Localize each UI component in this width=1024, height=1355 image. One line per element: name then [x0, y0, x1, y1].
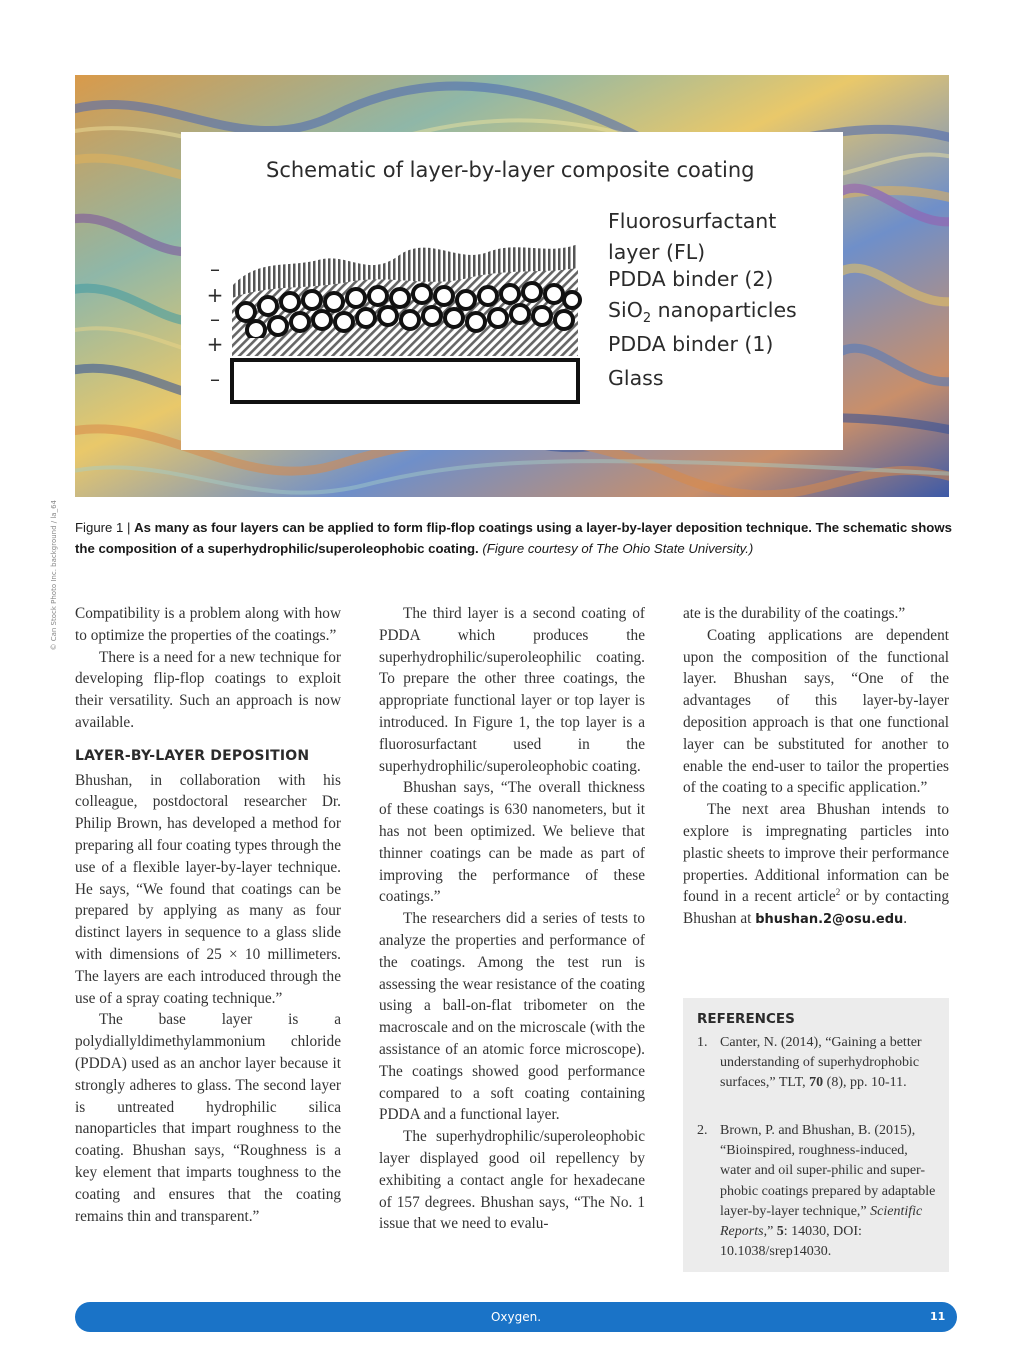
paragraph: Bhushan, in collaboration with his colleague, postdoctoral researcher Dr. Philip Brown, has developed a method for preparing all four coating types through the use of a flexible layer-by-layer technique. He says, “We found that coatings can be prepared by applying as many as four distinct layers in sequence to a glass slide with dimensions of 25 × 10 millimeters. The layers are each introduced through the use of a spray coating technique.”	[75, 771, 341, 1007]
label-pdda-binder-2: PDDA binder (2)	[608, 267, 774, 291]
paragraph: The researchers did a series of tests to analyze the properties and performance of the coatings. Among the test run is assessing the wear resistance of the coating using a ball-on-flat tribometer on the macroscale and on the microscale (with the assistance of an atomic force microscope). The coatings showed good performance compared to a soft coating containing PDDA and a functional layer.	[379, 910, 645, 1124]
article-column-2	[379, 603, 645, 1235]
reference-journal: Scientific Reports	[720, 1203, 923, 1240]
pdda-binder-1-shape	[232, 338, 578, 356]
charge-sign: –	[210, 307, 220, 331]
article-column-1	[75, 603, 341, 1227]
paragraph: The base layer is a polydiallyldimethylammonium chloride (PDDA) used as an anchor layer because it strongly adheres to glass. The second layer is untreated hydrophilic silica nanoparticles that impart roughness to the coating. Bhushan says, “Roughness is a key element that imparts toughness to the coating and ensures that the coating remains thin and transparent.”	[75, 1011, 341, 1225]
paragraph: Bhushan says, “The overall thickness of these coatings is 630 nanometers, but it has not been optimized. We believe that thinner coatings can be made as part of improving the performance of these coatings.”	[379, 779, 645, 906]
paragraph: The third layer is a second coating of PDDA which produces the superhydrophilic/superoleophilic coating. To prepare the other three coatings, the appropriate functional layer or top layer is introduced. In Figure 1, the top layer is a fluorosurfactant used in the superhydrophilic/superoleophobic coating.	[379, 605, 645, 775]
reference-text-part: : 14030, DOI: 10.1038/srep14030.	[720, 1224, 862, 1260]
article-column-3	[683, 603, 949, 931]
label-glass: Glass	[608, 366, 664, 390]
paragraph-text: .	[903, 910, 908, 928]
charge-sign: –	[210, 367, 220, 391]
reference-text-part: ,”	[763, 1224, 777, 1240]
charge-sign: +	[206, 332, 224, 356]
caption-label: Figure 1 |	[75, 520, 131, 535]
footer-brand: Oxygen.	[490, 1310, 542, 1324]
caption-credit: (Figure courtesy of The Ohio State University.)	[482, 541, 754, 556]
paragraph: The superhydrophilic/superoleophobic layer displayed good oil repellency by exhibiting a contact angle for hexadecane of 157 degrees. Bhushan says, “The No. 1 issue that we need to evalu-	[379, 1128, 645, 1233]
schematic-title: Schematic of layer-by-layer composite coating	[266, 158, 755, 182]
label-pdda-binder-1: PDDA binder (1)	[608, 332, 774, 356]
charge-sign: –	[210, 257, 220, 281]
paragraph-text: The next area Bhushan intends to explore is impregnating particles into plastic sheets to improve their performance properties. Additional information can be found in a recent article	[683, 801, 949, 906]
label-sio2-subscript: 2	[642, 311, 652, 327]
reference-item	[697, 1033, 937, 1094]
reference-item	[697, 1121, 937, 1262]
layer-stack-diagram	[228, 238, 584, 408]
section-heading: LAYER-BY-LAYER DEPOSITION	[75, 747, 310, 764]
paragraph: There is a need for a new technique for developing flip-flop coatings to exploit their versatility. Such an approach is now available.	[75, 648, 341, 731]
photo-credit-text: © Can Stock Photo Inc. background / la_64	[50, 500, 58, 651]
reference-text	[720, 1033, 937, 1094]
reference-text	[720, 1121, 937, 1262]
photo-credit	[50, 500, 64, 651]
label-nanoparticles: nanoparticles	[651, 298, 797, 322]
paragraph: ate is the durability of the coatings.”	[683, 605, 906, 622]
page-number: 11	[930, 1310, 946, 1323]
reference-volume: 5	[776, 1224, 784, 1240]
charge-sign: +	[206, 283, 224, 307]
reference-text-part: Canter, N. (2014), “Gaining a better understanding of superhydrophobic surfaces,” TLT,	[720, 1035, 922, 1091]
reference-text-part: (8), pp. 10-11.	[823, 1075, 907, 1091]
figure-caption	[75, 517, 955, 559]
label-fl: layer (FL)	[608, 240, 706, 264]
caption-bold-text: As many as four layers can be applied to form flip-flop coatings using a layer-by-layer deposition technique. The schematic shows the composition of a superhydrophilic/superoleophobic coating.	[75, 520, 952, 556]
email-link[interactable]: bhushan.2@osu.edu	[755, 912, 904, 928]
paragraph: Compatibility is a problem along with how to optimize the properties of the coatings.”	[75, 605, 341, 644]
reference-volume: 70	[809, 1075, 824, 1091]
paragraph-text: or by contacting Bhushan at	[683, 888, 949, 928]
label-sio2-text: SiO	[608, 298, 643, 322]
reference-number: 2.	[697, 1123, 708, 1138]
paragraph	[683, 799, 949, 931]
reference-text-part: Brown, P. and Bhushan, B. (2015), “Bioinspired, roughness-induced, water and oil super-philic and super-phobic coatings prepared by adaptable layer-by-layer technique,”	[720, 1123, 936, 1219]
reference-number: 1.	[697, 1035, 708, 1050]
citation-superscript: 2	[835, 887, 841, 898]
label-sio2	[608, 298, 797, 326]
references-heading: REFERENCES	[697, 1011, 795, 1027]
glass-substrate-shape	[232, 360, 578, 402]
paragraph: Coating applications are dependent upon the composition of the functional layer. Bhushan says, “One of the advantages of this layer-by-layer deposition approach is that one functional layer can be substituted for another to enable the end-user to tailor the properties of the coating to a specific application.”	[683, 626, 949, 797]
label-fluorosurfactant: Fluorosurfactant	[608, 209, 777, 233]
